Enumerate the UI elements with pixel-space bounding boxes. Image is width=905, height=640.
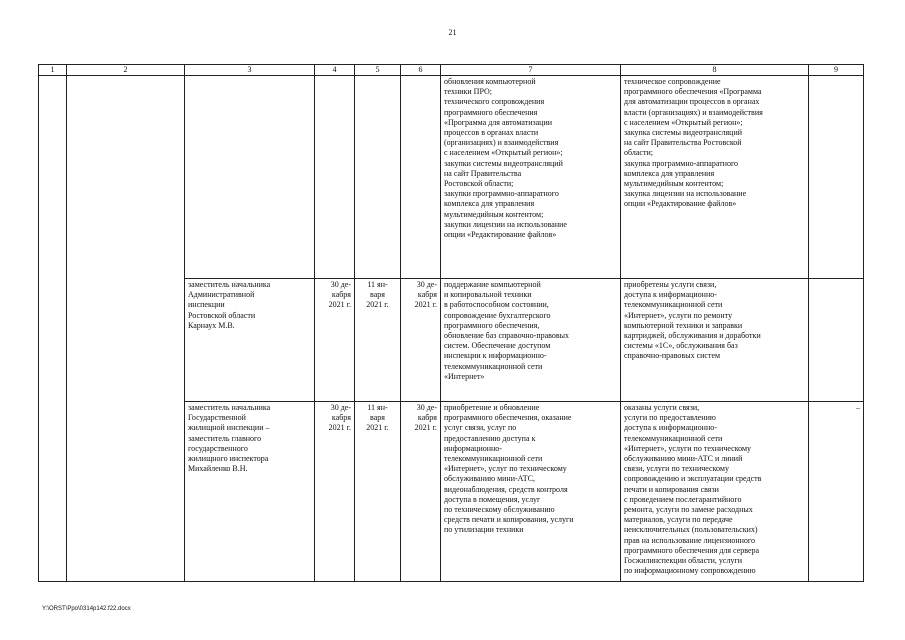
cell-line: 30 де- <box>330 280 351 289</box>
cell-line: системы «1С», обслуживания баз <box>624 341 738 351</box>
cell-line: доступа к информационно- <box>624 423 717 433</box>
cell-line: для автоматизации процессов в органах <box>624 97 760 107</box>
cell-line: – <box>856 403 860 412</box>
cell-line: опции «Редактирование файлов» <box>444 230 557 240</box>
column-header-3: 3 <box>185 65 315 76</box>
cell-line: приобретение и обновление <box>444 403 540 412</box>
cell-line: картриджей, обслуживания и доработки <box>624 331 761 341</box>
cell-line: телекоммуникационной сети <box>624 300 723 310</box>
cell-planned-start <box>315 76 355 279</box>
cell-notes <box>809 76 864 279</box>
cell-line: по утилизации техники <box>444 525 524 535</box>
cell-line: кабря <box>331 413 351 423</box>
cell-line: кабря <box>417 413 437 423</box>
cell-line: техническое сопровождение <box>624 77 721 86</box>
cell-responsible <box>185 402 315 582</box>
cell-actual-date <box>401 279 441 402</box>
cell-line: услуги по предоставлению <box>624 413 716 423</box>
cell-line: заместитель начальника <box>188 280 271 289</box>
cell-line: видеонаблюдения, средств контроля <box>444 484 568 494</box>
cell-line: приобретены услуги связи, <box>624 280 717 289</box>
cell-line: компьютерной техники и заправки <box>624 320 743 330</box>
cell-actual-date <box>401 76 441 279</box>
cell-line: закупки лицензии на использование <box>444 219 567 229</box>
cell-line: прав на использование лицензионного <box>624 535 756 545</box>
report-table <box>38 64 864 582</box>
cell-line: Ростовской области <box>188 310 256 320</box>
cell-line: программного обеспечения «Программа <box>624 87 762 97</box>
cell-line: 11 ян- <box>367 403 388 412</box>
cell-planned-end <box>355 76 401 279</box>
cell-line: связи, услуги по техническому <box>624 464 729 474</box>
cell-line: закупка программно-аппаратного <box>624 158 739 168</box>
cell-line: заместитель начальника <box>188 403 271 412</box>
cell-line: жилищной инспекции – <box>188 423 270 433</box>
cell-line: варя <box>370 290 385 300</box>
cell-line: и копировальной техники <box>444 290 532 300</box>
cell-col2-name <box>67 76 185 582</box>
cell-line: закупка системы видеотрансляций <box>624 128 743 138</box>
cell-actual-date <box>401 402 441 582</box>
cell-line: телекоммуникационной сети <box>624 433 723 443</box>
cell-line: 2021 г. <box>414 423 437 433</box>
cell-line: справочно-правовых систем <box>624 351 721 361</box>
cell-line: на сайт Правительства Ростовской <box>624 138 742 148</box>
cell-line: с населением «Открытый регион»; <box>444 148 563 158</box>
cell-line: телекоммуникационной сети <box>444 361 543 371</box>
cell-line: 2021 г. <box>414 300 437 310</box>
cell-line: жилищного инспектора <box>188 454 269 464</box>
cell-line: оказаны услуги связи, <box>624 403 700 412</box>
cell-line: 2021 г. <box>328 423 351 433</box>
cell-planned-result <box>441 76 621 279</box>
cell-line: по техническому обслуживанию <box>444 505 555 515</box>
cell-line: 30 де- <box>330 403 351 412</box>
cell-line: программного обеспечения, <box>444 320 540 330</box>
column-header-7: 7 <box>441 65 621 76</box>
column-header-2: 2 <box>67 65 185 76</box>
cell-line: варя <box>370 413 385 423</box>
cell-line: Административной <box>188 290 255 300</box>
cell-line: Ростовской области; <box>444 179 514 189</box>
cell-line: 2021 г. <box>328 300 351 310</box>
cell-line: кабря <box>331 290 351 300</box>
cell-notes <box>809 402 864 582</box>
cell-line: обновление баз справочно-правовых <box>444 331 570 341</box>
cell-line: ремонта, услуги по замене расходных <box>624 505 753 515</box>
cell-line: по информационному сопровождению <box>624 566 756 576</box>
cell-line: «Интернет» <box>444 371 485 381</box>
cell-line: мультимедийным контентом; <box>624 179 724 189</box>
table-row <box>39 76 864 279</box>
cell-line: сопровождению и эксплуатации средств <box>624 474 762 484</box>
cell-line: 2021 г. <box>366 300 389 310</box>
cell-line: «Интернет», услуги по ремонту <box>624 310 733 320</box>
cell-line: техники ПРО; <box>444 87 492 97</box>
cell-line: неисключительных (пользовательских) <box>624 525 758 535</box>
cell-line: комплекса для управления <box>444 199 535 209</box>
cell-line: систем. Обеспечение доступом <box>444 341 551 351</box>
cell-line: опции «Редактирование файлов» <box>624 199 737 209</box>
cell-line: печати и копирования связи <box>624 484 719 494</box>
cell-line: поддержание компьютерной <box>444 280 541 289</box>
cell-line: информационно- <box>444 443 502 453</box>
cell-line: в работоспособном состоянии, <box>444 300 549 310</box>
table-header-row <box>39 65 864 76</box>
cell-actual-result <box>621 279 809 402</box>
cell-planned-result <box>441 279 621 402</box>
cell-line: предоставлению доступа к <box>444 433 536 443</box>
cell-planned-end <box>355 279 401 402</box>
cell-line: «Интернет», услуги по техническому <box>624 443 752 453</box>
cell-line: материалов, услуги по передаче <box>624 515 733 525</box>
cell-line: средств печати и копирования, услуги <box>444 515 574 525</box>
cell-planned-start <box>315 279 355 402</box>
cell-col1-number <box>39 76 67 582</box>
cell-line: телекоммуникационной сети <box>444 454 543 464</box>
cell-line: Михайленко В.Н. <box>188 464 248 474</box>
cell-line: доступа в помещения, услуг <box>444 494 541 504</box>
cell-line: государственного <box>188 443 248 453</box>
cell-line: Государственной <box>188 413 246 423</box>
cell-line: с населением «Открытый регион»; <box>624 117 743 127</box>
cell-line: сопровождение бухгалтерского <box>444 310 551 320</box>
cell-line: программного обеспечения, оказание <box>444 413 572 423</box>
cell-planned-result <box>441 402 621 582</box>
cell-planned-start <box>315 402 355 582</box>
column-header-1: 1 <box>39 65 67 76</box>
cell-line: закупка лицензии на использование <box>624 189 747 199</box>
cell-responsible <box>185 76 315 279</box>
cell-line: мультимедийным контентом; <box>444 209 544 219</box>
cell-line: 30 де- <box>416 280 437 289</box>
cell-line: заместитель главного <box>188 433 262 443</box>
cell-actual-result <box>621 76 809 279</box>
cell-line: обслуживанию мини-АТС, <box>444 474 535 484</box>
cell-notes <box>809 279 864 402</box>
cell-line: 2021 г. <box>366 423 389 433</box>
cell-line: комплекса для управления <box>624 168 715 178</box>
column-header-8: 8 <box>621 65 809 76</box>
cell-line: Карнаух М.В. <box>188 320 235 330</box>
cell-actual-result <box>621 402 809 582</box>
cell-line: доступа к информационно- <box>624 290 717 300</box>
cell-line: закупки программно-аппаратного <box>444 189 559 199</box>
cell-line: с проведением послегарантийного <box>624 494 742 504</box>
cell-line: «Программа для автоматизации <box>444 117 553 127</box>
cell-line: программного обеспечения <box>444 107 538 117</box>
cell-line: услуг связи, услуг по <box>444 423 517 433</box>
footer-file-path: Y:\ORST\Ppo\0314p142.f22.docx <box>42 606 131 612</box>
cell-responsible <box>185 279 315 402</box>
cell-line: обновления компьютерной <box>444 77 536 86</box>
cell-line: технического сопровождения <box>444 97 545 107</box>
cell-line: обслуживанию мини-АТС и линий <box>624 454 743 464</box>
cell-line: инспекции <box>188 300 225 310</box>
column-header-6: 6 <box>401 65 441 76</box>
cell-line: кабря <box>417 290 437 300</box>
cell-line: «Интернет», услуг по техническому <box>444 464 567 474</box>
page-number: 21 <box>448 28 457 37</box>
cell-line: (организациях) и взаимодействия <box>444 138 559 148</box>
cell-line: закупки системы видеотрансляций <box>444 158 563 168</box>
cell-line: инспекции к информационно- <box>444 351 547 361</box>
cell-line: Госжилинспекции области, услуги <box>624 556 742 566</box>
cell-planned-end <box>355 402 401 582</box>
cell-line: программного обеспечения для сервера <box>624 545 760 555</box>
cell-line: области; <box>624 148 653 158</box>
cell-line: 11 ян- <box>367 280 388 289</box>
cell-line: процессов в органах власти <box>444 128 539 138</box>
column-header-9: 9 <box>809 65 864 76</box>
cell-line: власти (организациях) и взаимодействия <box>624 107 763 117</box>
cell-line: на сайт Правительства <box>444 168 522 178</box>
column-header-4: 4 <box>315 65 355 76</box>
column-header-5: 5 <box>355 65 401 76</box>
cell-line: 30 де- <box>416 403 437 412</box>
